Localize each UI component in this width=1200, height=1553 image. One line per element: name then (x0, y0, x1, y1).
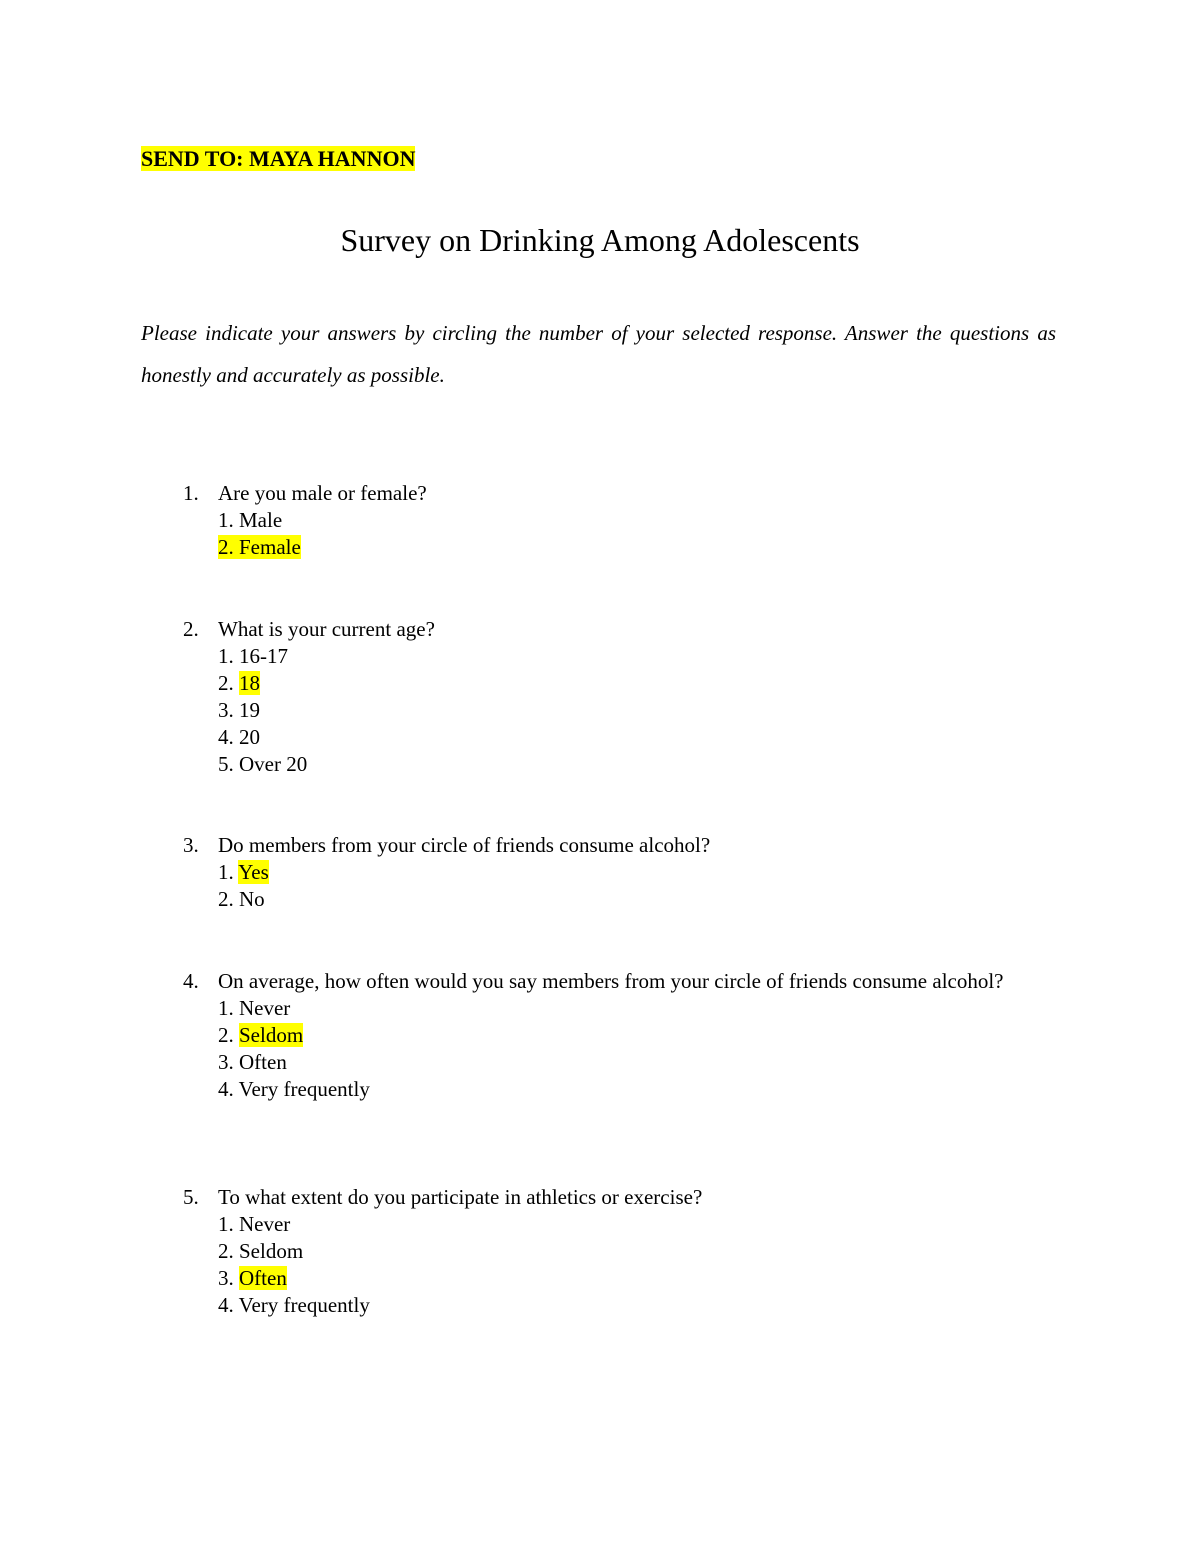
answer-option-number: 3. (218, 1050, 234, 1074)
answer-option[interactable] (218, 1238, 1058, 1265)
answer-option[interactable] (218, 1049, 1058, 1076)
answer-option-label: Never (239, 996, 291, 1020)
answer-option[interactable] (218, 886, 1058, 913)
answer-option-number: 1. (218, 1212, 234, 1236)
answer-option[interactable] (218, 1076, 1058, 1103)
question-text: Do members from your circle of friends consume alcohol? (218, 833, 711, 857)
answer-option-label: 20 (239, 725, 260, 749)
answer-option[interactable] (218, 643, 1058, 670)
answer-option-label: 16-17 (239, 644, 288, 668)
selected-answer-highlight (239, 671, 260, 695)
answer-option[interactable] (218, 697, 1058, 724)
selected-answer-label: Seldom (239, 1023, 304, 1047)
answer-option-number: 3. (218, 1266, 234, 1290)
question-text: Are you male or female? (218, 481, 427, 505)
answer-option-label: Seldom (239, 1239, 304, 1263)
answer-option-number: 3. (218, 698, 234, 722)
selected-answer-label: Often (239, 1266, 287, 1290)
answer-option-label: Over 20 (239, 752, 308, 776)
selected-answer-label: Yes (238, 860, 269, 884)
answer-option[interactable] (218, 1265, 1058, 1292)
answer-option-label: Very frequently (238, 1293, 370, 1317)
answer-option[interactable] (218, 995, 1058, 1022)
answer-option[interactable] (218, 859, 1058, 886)
survey-instructions: Please indicate your answers by circling the number of your selected response. Answer the questions as honestly and accurately as possible. (141, 321, 1056, 387)
answer-option-number: 2. (218, 1239, 234, 1263)
answer-option[interactable] (218, 724, 1058, 751)
answer-option-number: 1. (218, 644, 234, 668)
answer-option-number: 2. (218, 887, 234, 911)
answer-option[interactable] (218, 1292, 1058, 1319)
answer-option-label: No (239, 887, 265, 911)
answer-option-label: Often (239, 1050, 287, 1074)
question-body (218, 616, 1058, 778)
answer-option-number: 1. (218, 860, 234, 884)
answer-option[interactable] (218, 670, 1058, 697)
answer-option-label: Very frequently (238, 1077, 370, 1101)
answer-option-number: 1. (218, 996, 234, 1020)
question-body (218, 480, 1058, 561)
answer-option[interactable] (218, 1022, 1058, 1049)
answer-option[interactable] (218, 1211, 1058, 1238)
survey-title: Survey on Drinking Among Adolescents (340, 222, 860, 258)
answer-option[interactable] (218, 534, 1058, 561)
question-number: 3. (183, 833, 199, 857)
question-body (218, 968, 1058, 1103)
question-text: To what extent do you participate in athletics or exercise? (218, 1185, 703, 1209)
question-body (218, 1184, 1058, 1319)
answer-option-label: Male (239, 508, 283, 532)
selected-answer-label: Female (239, 535, 301, 559)
question-number: 2. (183, 617, 199, 641)
question-text: On average, how often would you say members from your circle of friends consume alcohol? (218, 969, 1004, 993)
selected-answer-label: 18 (239, 671, 260, 695)
answer-option-label: 19 (239, 698, 260, 722)
answer-option-number: 2. (218, 671, 234, 695)
answer-option[interactable] (218, 507, 1058, 534)
answer-option-number: 4. (218, 725, 234, 749)
answer-option-number: 4. (218, 1077, 234, 1101)
answer-option-number: 5. (218, 752, 234, 776)
answer-option-number: 2. (218, 535, 234, 559)
answer-option-number: 1. (218, 508, 234, 532)
answer-option-label: Never (239, 1212, 291, 1236)
selected-answer-highlight (239, 1023, 303, 1047)
send-to-line (141, 144, 415, 174)
answer-option-number: 2. (218, 1023, 234, 1047)
answer-option-number: 4. (218, 1293, 234, 1317)
question-text: What is your current age? (218, 617, 435, 641)
question-body (218, 832, 1058, 913)
selected-answer-highlight (218, 535, 301, 559)
question-number: 1. (183, 481, 199, 505)
selected-answer-highlight (239, 1266, 287, 1290)
answer-option[interactable] (218, 751, 1058, 778)
selected-answer-highlight (238, 860, 269, 884)
question-number: 5. (183, 1185, 199, 1209)
question-number: 4. (183, 969, 199, 993)
send-to-highlight: SEND TO: MAYA HANNON (141, 146, 416, 171)
